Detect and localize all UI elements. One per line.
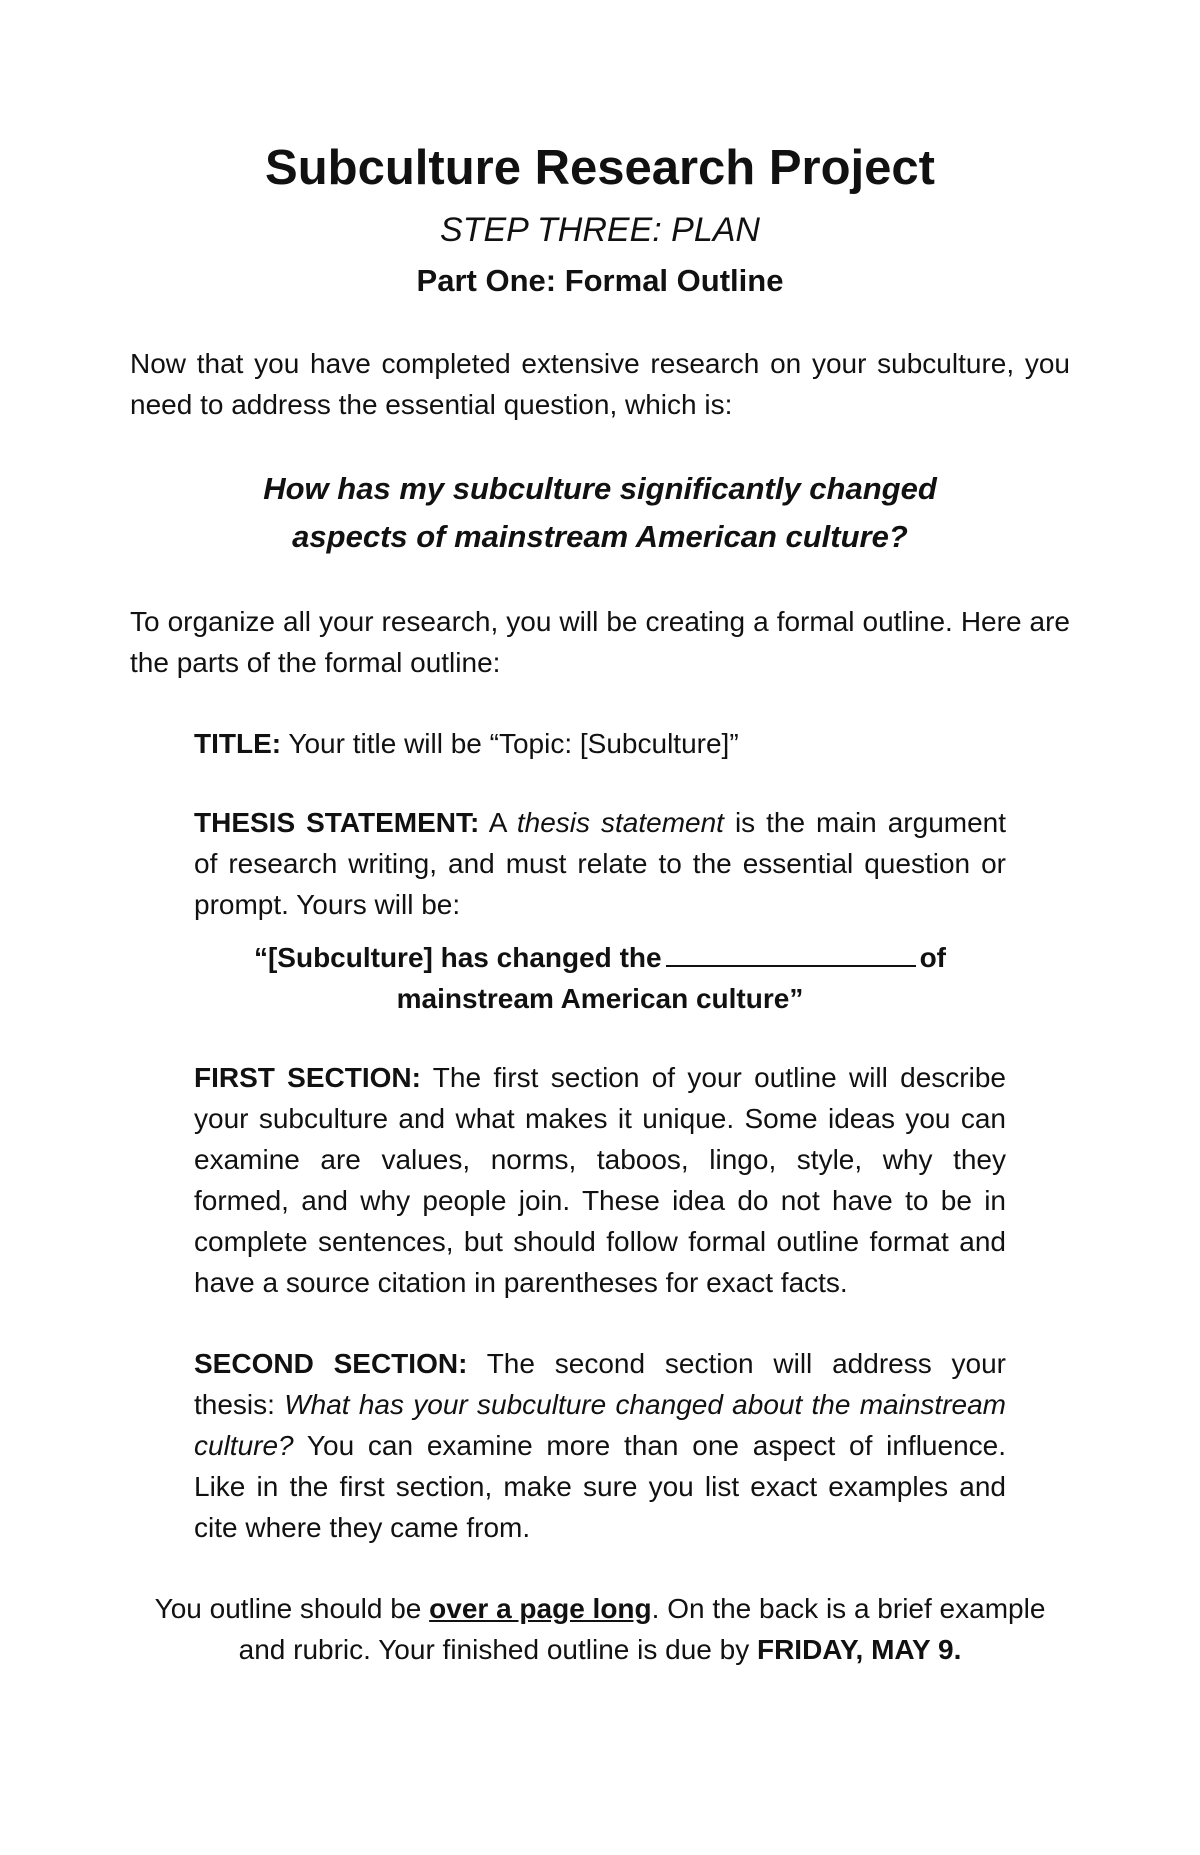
second-section-label: SECOND SECTION:	[194, 1348, 468, 1379]
first-section-text: The first section of your outline will describe your subculture and what makes it unique. Some ideas you can examine are values, norms, taboos, lingo, style, why they formed, and why people join. These idea do not have to be in complete sentences, but should follow formal outline format and have a source citation in parentheses for exact facts.	[194, 1062, 1006, 1298]
step-subtitle: STEP THREE: PLAN	[440, 211, 760, 249]
intro-paragraph: Now that you have completed extensive research on your subculture, you need to address the essential question, which is:	[130, 348, 1070, 420]
second-section-question: What has your subculture changed about the mainstream culture?	[194, 1389, 1006, 1461]
thesis-text-a: A	[479, 807, 517, 838]
closing-paragraph	[130, 1588, 1070, 1670]
title-text: Your title will be “Topic: [Subculture]”	[281, 728, 739, 759]
thesis-term: thesis statement	[516, 807, 724, 838]
essential-question	[130, 465, 1070, 561]
thesis-statement-before-blank: “[Subculture] has changed the	[253, 942, 662, 973]
thesis-definition	[194, 802, 1006, 925]
second-section-text-b: You can examine more than one aspect of influence. Like in the first section, make sure you list exact examples and cite where they came from.	[194, 1430, 1006, 1543]
second-section-text-a: The second section will address your thesis:	[194, 1348, 1006, 1420]
essential-question-line-2: aspects of mainstream American culture?	[292, 519, 908, 554]
organize-paragraph: To organize all your research, you will be creating a formal outline. Here are the parts of the formal outline:	[130, 606, 1070, 678]
closing-emphasis: over a page long	[429, 1593, 652, 1624]
second-section-definition	[194, 1343, 1006, 1548]
thesis-statement-template	[194, 937, 1006, 1019]
thesis-label: THESIS STATEMENT:	[194, 807, 480, 838]
part-heading: Part One: Formal Outline	[416, 263, 784, 298]
document-title: Subculture Research Project	[265, 141, 935, 195]
first-section-definition	[194, 1057, 1006, 1303]
thesis-statement-line-2: mainstream American culture”	[396, 983, 804, 1014]
due-date: FRIDAY, MAY 9.	[756, 1634, 962, 1665]
closing-text-b: . On the back is a brief example and rubric. Your finished outline is due by	[238, 1593, 1046, 1665]
title-label: TITLE:	[194, 728, 282, 759]
closing-text-a: You outline should be	[154, 1593, 430, 1624]
title-definition	[194, 723, 1006, 764]
first-section-label: FIRST SECTION:	[194, 1062, 421, 1093]
thesis-statement-after-blank: of	[919, 942, 947, 973]
essential-question-line-1: How has my subculture significantly changed	[263, 471, 937, 506]
thesis-text-b: is the main argument of research writing, and must relate to the essential question or prompt. Yours will be:	[194, 807, 1007, 920]
thesis-blank-line	[666, 941, 916, 967]
thesis-statement-line-1	[194, 937, 1006, 978]
